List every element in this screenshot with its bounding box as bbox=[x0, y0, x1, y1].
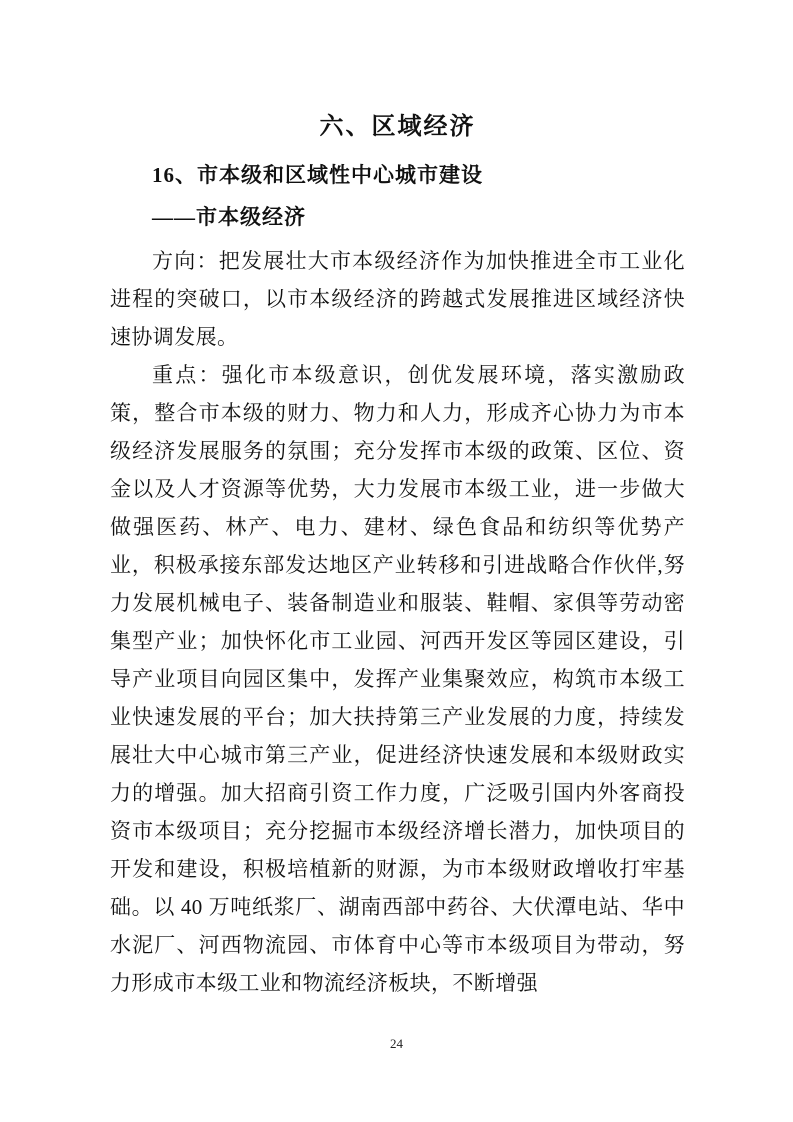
paragraph-direction: 方向：把发展壮大市本级经济作为加快推进全市工业化进程的突破口，以市本级经济的跨越式发展推进区域经济快速协调发展。 bbox=[110, 249, 685, 349]
page-title: 六、区域经济 bbox=[319, 113, 476, 140]
page-number: 24 bbox=[390, 1036, 403, 1051]
section-heading: 16、市本级和区域性中心城市建设 bbox=[152, 163, 483, 187]
sub-heading: ——市本级经济 bbox=[152, 205, 306, 229]
paragraph-key-points: 重点：强化市本级意识，创优发展环境，落实激励政策，整合市本级的财力、物力和人力，形成齐心协力为市本级经济发展服务的氛围；充分发挥市本级的政策、区位、资金以及人才资源等优势，大力发展市本级工业，进一步做大做强医药、林产、电力、建材、绿色食品和纺织等优势产业，积极承接东部发达地区产业转移和引进战略合作伙伴,努力发展机械电子、装备制造业和服装、鞋帽、家俱等劳动密集型产业；加快怀化市工业园、河西开发区等园区建设，引导产业项目向园区集中，发挥产业集聚效应，构筑市本级工业快速发展的平台；加大扶持第三产业发展的力度，持续发展壮大中心城市第三产业，促进经济快速发展和本级财政实力的增强。加大招商引资工作力度，广泛吸引国内外客商投资市本级项目；充分挖掘市本级经济增长潜力，加快项目的开发和建设，积极培植新的财源，为市本级财政增收打牢基础。以 40 万吨纸浆厂、湖南西部中药谷、大伏潭电站、华中水泥厂、河西物流园、市体育中心等市本级项目为带动，努力形成市本级工业和物流经济板块，不断增强 bbox=[110, 363, 685, 995]
